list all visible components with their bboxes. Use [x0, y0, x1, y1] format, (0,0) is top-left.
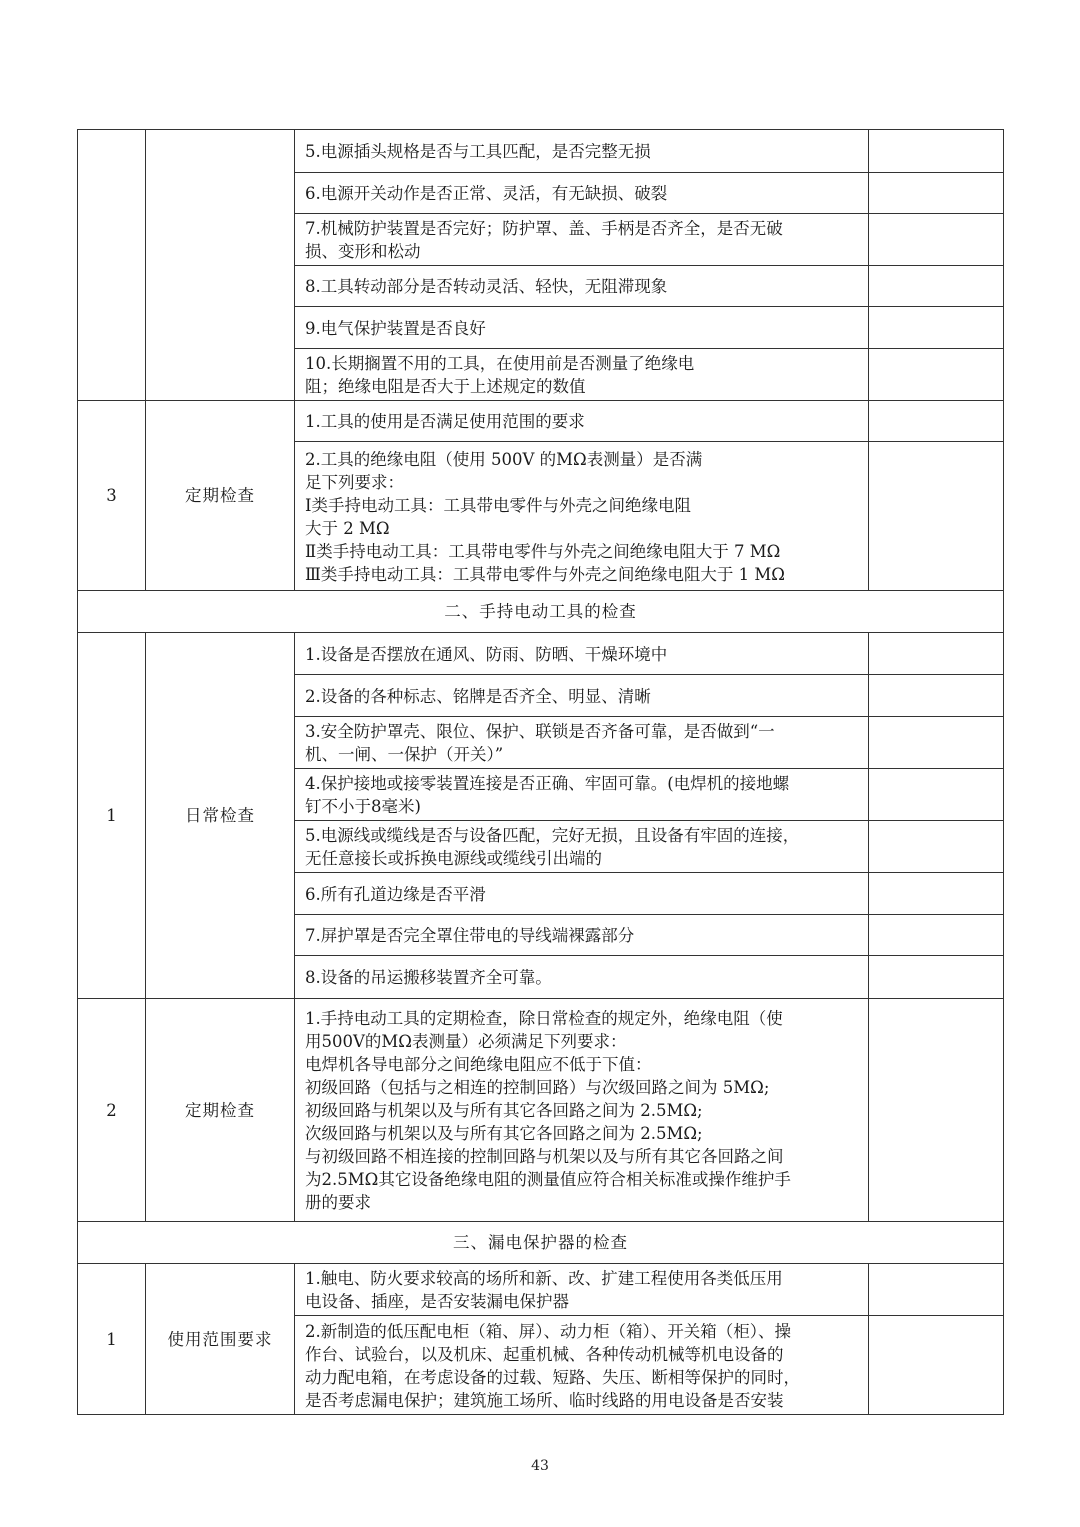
inspection-item-text: 足下列要求： [305, 472, 404, 492]
item-number-cell: 2 [78, 999, 146, 1222]
section-title: 三、漏电保护器的检查 [78, 1222, 1004, 1264]
inspection-item-text: 电设备、插座，是否安装漏电保护器 [305, 1292, 569, 1311]
inspection-item-text: 无任意接长或拆换电源线或缆线引出端的 [305, 849, 602, 868]
inspection-item-text: 阻；绝缘电阻是否大于上述规定的数值 [305, 377, 586, 396]
inspection-item-cell [295, 349, 869, 401]
page-number: 43 [531, 1458, 549, 1474]
inspection-item-text: 7.机械防护装置是否完好；防护罩、盖、手柄是否齐全，是否无破 [305, 219, 783, 238]
table-row [78, 1264, 1004, 1316]
inspection-item-text: Ⅲ类手持电动工具：工具带电零件与外壳之间绝缘电阻大于 1 MΩ [305, 564, 785, 584]
inspection-item-cell [295, 266, 869, 307]
section-header-row [78, 1222, 1004, 1264]
result-cell[interactable] [869, 873, 1004, 915]
result-cell[interactable] [869, 130, 1004, 173]
inspection-item-text: 初级回路（包括与之相连的控制回路）与次级回路之间为 5MΩ; [305, 1078, 770, 1097]
inspection-item-text: 用500V的MΩ表测量）必须满足下列要求： [305, 1032, 627, 1051]
checklist-body [78, 130, 1004, 1415]
table-row [78, 401, 1004, 442]
inspection-item-text: 动力配电箱，在考虑设备的过载、短路、失压、断相等保护的同时， [305, 1367, 800, 1387]
inspection-item-text: 与初级回路不相连接的控制回路与机架以及与所有其它各回路之间 [305, 1147, 784, 1166]
inspection-item-text: 6.所有孔道边缘是否平滑 [305, 884, 486, 904]
inspection-item-text: 8.设备的吊运搬移装置齐全可靠。 [305, 968, 552, 987]
inspection-item-cell [295, 956, 869, 999]
inspection-category-cell: 使用范围要求 [146, 1264, 295, 1415]
inspection-item-text: 1.触电、防火要求较高的场所和新、改、扩建工程使用各类低压用 [305, 1269, 783, 1288]
inspection-item-cell [295, 915, 869, 956]
inspection-item-text: 8.工具转动部分是否转动灵活、轻快，无阻滞现象 [305, 277, 668, 296]
inspection-item-text: 损、变形和松动 [305, 242, 421, 261]
inspection-item-text: 3.安全防护罩壳、限位、保护、联锁是否齐备可靠，是否做到“一 [305, 722, 775, 741]
inspection-item-cell [295, 769, 869, 821]
inspection-category-cell: 定期检查 [146, 999, 295, 1222]
inspection-item-text: 作台、试验台，以及机床、起重机械、各种传动机械等机电设备的 [305, 1344, 784, 1364]
inspection-item-cell [295, 130, 869, 173]
inspection-item-text: Ⅰ类手持电动工具：工具带电零件与外壳之间绝缘电阻 [305, 495, 692, 515]
result-cell[interactable] [869, 769, 1004, 821]
inspection-item-cell [295, 873, 869, 915]
inspection-item-cell [295, 307, 869, 349]
result-cell[interactable] [869, 307, 1004, 349]
inspection-item-cell [295, 675, 869, 717]
result-cell[interactable] [869, 1264, 1004, 1316]
item-number-cell: 1 [78, 1264, 146, 1415]
result-cell[interactable] [869, 442, 1004, 591]
result-cell[interactable] [869, 349, 1004, 401]
inspection-item-text: 2.工具的绝缘电阻（使用 500V 的MΩ表测量）是否满 [305, 449, 703, 469]
item-number-cell [78, 130, 146, 401]
inspection-checklist-table [77, 129, 1004, 1415]
inspection-item-text: 电焊机各导电部分之间绝缘电阻应不低于下值： [305, 1055, 652, 1074]
result-cell[interactable] [869, 214, 1004, 266]
inspection-item-text: 钉不小于8毫米) [305, 797, 421, 816]
table-row [78, 999, 1004, 1222]
inspection-item-cell [295, 821, 869, 873]
result-cell[interactable] [869, 173, 1004, 214]
result-cell[interactable] [869, 999, 1004, 1222]
inspection-category-cell [146, 130, 295, 401]
inspection-item-text: 1.设备是否摆放在通风、防雨、防晒、干燥环境中 [305, 644, 668, 664]
inspection-category-cell: 定期检查 [146, 401, 295, 591]
inspection-item-text: 4.保护接地或接零装置连接是否正确、牢固可靠。(电焊机的接地螺 [305, 774, 790, 793]
item-number-cell: 1 [78, 633, 146, 999]
inspection-item-text: 5.电源线或缆线是否与设备匹配，完好无损，且设备有牢固的连接， [305, 826, 800, 845]
inspection-item-text: 2.设备的各种标志、铭牌是否齐全、明显、清晰 [305, 686, 651, 706]
result-cell[interactable] [869, 717, 1004, 769]
result-cell[interactable] [869, 266, 1004, 307]
item-number-cell: 3 [78, 401, 146, 591]
result-cell[interactable] [869, 821, 1004, 873]
table-row [78, 633, 1004, 675]
result-cell[interactable] [869, 675, 1004, 717]
inspection-item-cell [295, 173, 869, 214]
inspection-item-cell [295, 717, 869, 769]
inspection-item-text: 7.屏护罩是否完全罩住带电的导线端裸露部分 [305, 926, 635, 945]
inspection-item-text: 大于 2 MΩ [305, 518, 390, 538]
inspection-item-cell [295, 214, 869, 266]
result-cell[interactable] [869, 401, 1004, 442]
section-title: 二、手持电动工具的检查 [78, 591, 1004, 633]
inspection-item-text: 是否考虑漏电保护；建筑施工场所、临时线路的用电设备是否安装 [305, 1390, 784, 1410]
inspection-item-text: 初级回路与机架以及与所有其它各回路之间为 2.5MΩ; [305, 1101, 703, 1120]
inspection-item-text: 10.长期搁置不用的工具，在使用前是否测量了绝缘电 [305, 354, 695, 373]
result-cell[interactable] [869, 633, 1004, 675]
inspection-category-cell: 日常检查 [146, 633, 295, 999]
inspection-item-text: 9.电气保护装置是否良好 [305, 318, 486, 338]
result-cell[interactable] [869, 956, 1004, 999]
result-cell[interactable] [869, 915, 1004, 956]
table-row [78, 130, 1004, 173]
inspection-item-text: 5.电源插头规格是否与工具匹配，是否完整无损 [305, 142, 651, 161]
inspection-item-text: 6.电源开关动作是否正常、灵活，有无缺损、破裂 [305, 184, 668, 203]
inspection-item-text: Ⅱ类手持电动工具：工具带电零件与外壳之间绝缘电阻大于 7 MΩ [305, 541, 781, 561]
inspection-item-cell [295, 1264, 869, 1316]
inspection-item-text: 为2.5MΩ其它设备绝缘电阻的测量值应符合相关标准或操作维护手 [305, 1170, 791, 1189]
result-cell[interactable] [869, 1316, 1004, 1415]
inspection-item-cell [295, 401, 869, 442]
section-header-row [78, 591, 1004, 633]
inspection-item-text: 1.工具的使用是否满足使用范围的要求 [305, 412, 585, 431]
inspection-item-cell [295, 999, 869, 1222]
inspection-item-cell [295, 442, 869, 591]
inspection-item-text: 次级回路与机架以及与所有其它各回路之间为 2.5MΩ; [305, 1124, 703, 1143]
inspection-item-text: 2.新制造的低压配电柜（箱、屏）、动力柜（箱）、开关箱（柜）、操 [305, 1321, 791, 1341]
inspection-item-cell [295, 1316, 869, 1415]
inspection-item-text: 机、一闸、一保护（开关）” [305, 745, 504, 764]
inspection-item-text: 册的要求 [305, 1193, 371, 1212]
inspection-item-cell [295, 633, 869, 675]
inspection-item-text: 1.手持电动工具的定期检查，除日常检查的规定外，绝缘电阻（使 [305, 1009, 783, 1028]
